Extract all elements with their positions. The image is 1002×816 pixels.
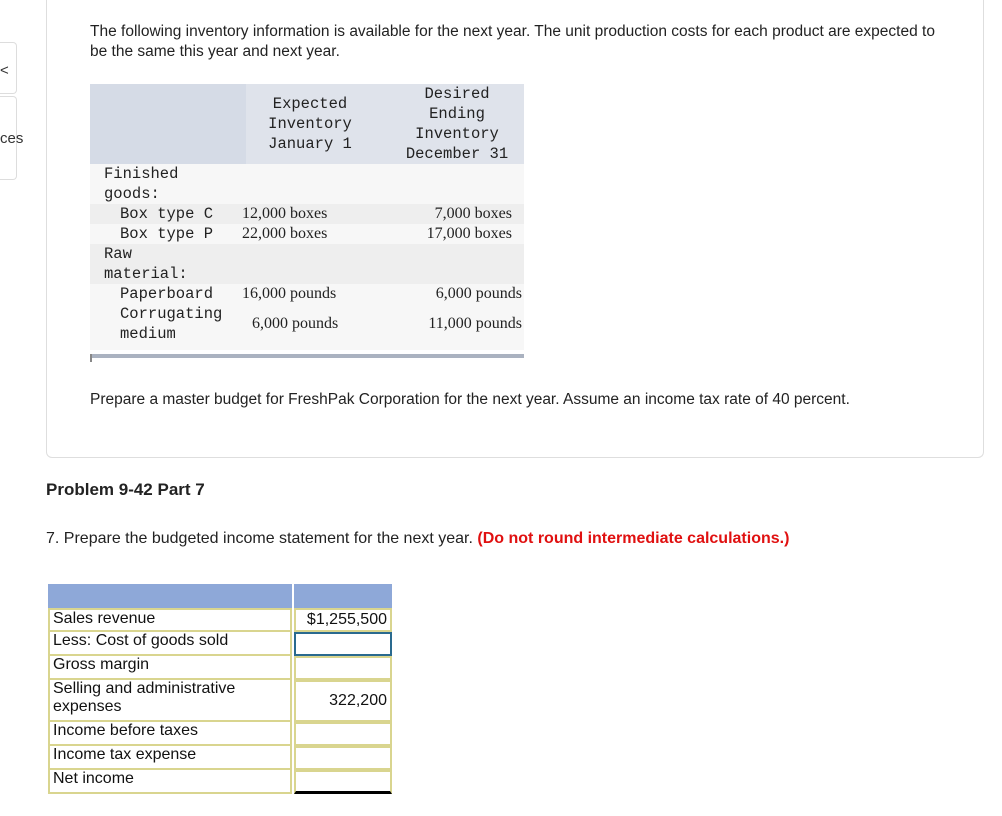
question-prompt: 7. Prepare the budgeted income statement for the next year. <box>46 530 473 547</box>
header-line: Expected <box>272 95 348 113</box>
value-sales-revenue: $1,255,500 <box>294 608 392 632</box>
label-line: Finished <box>104 165 179 183</box>
rounding-note: (Do not round intermediate calculations.) <box>477 530 790 547</box>
box-p-expected: 22,000 boxes <box>242 225 328 242</box>
corrugating-label <box>120 304 222 344</box>
col-header-expected <box>250 94 370 154</box>
question-text <box>46 530 789 548</box>
inventory-table <box>90 84 524 360</box>
side-tab-label[interactable]: ces <box>0 130 24 147</box>
table-header-blank <box>90 84 246 164</box>
col-header-desired <box>390 84 524 164</box>
input-gross-margin[interactable] <box>294 656 392 680</box>
row-label-selling-admin-expenses: Selling and administrative expenses <box>48 680 292 722</box>
box-c-desired: 7,000 boxes <box>434 205 512 222</box>
row-label-sales-revenue: Sales revenue <box>48 608 292 632</box>
row-label-income-tax-expense: Income tax expense <box>48 746 292 770</box>
table-bottom-rule <box>90 354 524 358</box>
part-title: Problem 9-42 Part 7 <box>46 480 205 499</box>
header-line: Ending <box>429 105 485 123</box>
row-label-net-income: Net income <box>48 770 292 794</box>
table-corner-tick <box>90 354 92 362</box>
corrugating-expected: 6,000 pounds <box>252 315 339 332</box>
raw-material-label <box>104 244 188 284</box>
header-line: Desired <box>424 85 490 103</box>
row-label-gross-margin: Gross margin <box>48 656 292 680</box>
instruction-paragraph: Prepare a master budget for FreshPak Corporation for the next year. Assume an income tax rate of 40 percent. <box>90 391 850 408</box>
finished-goods-label <box>104 164 178 204</box>
income-statement-table <box>48 584 392 796</box>
corrugating-desired: 11,000 pounds <box>428 315 522 332</box>
header-line: Inventory <box>415 125 499 143</box>
header-line: January 1 <box>268 135 352 153</box>
header-line: December 31 <box>405 145 509 163</box>
box-c-label: Box type C <box>120 205 214 223</box>
input-cost-of-goods-sold[interactable] <box>294 632 392 656</box>
table-header-left <box>48 584 292 608</box>
box-p-desired: 17,000 boxes <box>426 225 512 242</box>
header-line: Inventory <box>268 115 352 133</box>
value-selling-admin-expenses: 322,200 <box>294 680 392 722</box>
row-label-cost-of-goods-sold: Less: Cost of goods sold <box>48 632 292 656</box>
table-header-right <box>294 584 392 608</box>
paperboard-desired: 6,000 pounds <box>435 285 522 302</box>
input-income-before-taxes[interactable] <box>294 722 392 746</box>
paperboard-label: Paperboard <box>120 285 214 303</box>
row-label-income-before-taxes: Income before taxes <box>48 722 292 746</box>
input-income-tax-expense[interactable] <box>294 746 392 770</box>
intro-paragraph: The following inventory information is available for the next year. The unit production costs for each product are expected to be the same this year and next year. <box>90 23 935 60</box>
label-line: material: <box>104 265 188 283</box>
input-net-income[interactable] <box>294 770 392 794</box>
chevron-left-icon[interactable]: < <box>0 62 9 79</box>
label-line: Raw <box>104 245 132 263</box>
box-c-expected: 12,000 boxes <box>242 205 328 222</box>
label-line: goods: <box>104 185 160 203</box>
box-p-label: Box type P <box>120 225 214 243</box>
label-line: medium <box>120 325 176 343</box>
paperboard-expected: 16,000 pounds <box>242 285 337 302</box>
label-line: Corrugating <box>120 305 223 323</box>
